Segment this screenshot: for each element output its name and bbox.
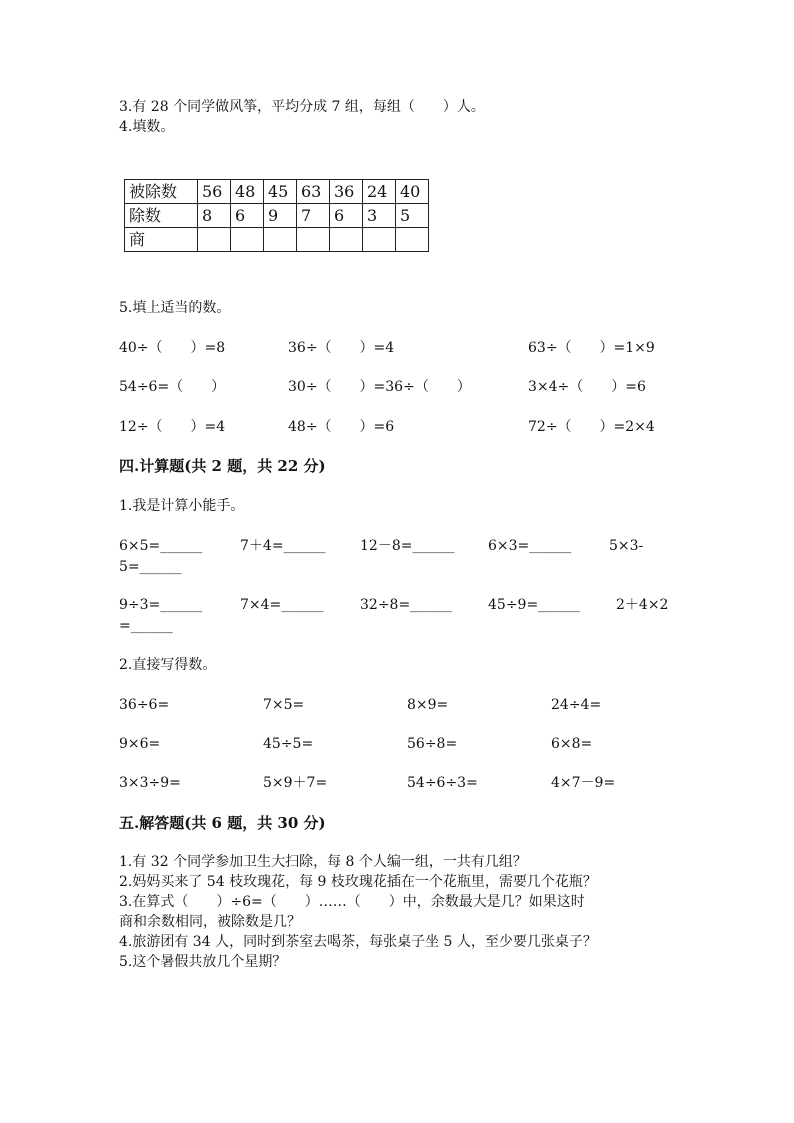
fill-item: 30÷（ ）=36÷（ ）: [288, 379, 471, 395]
question-3: 3.有 28 个同学做风筝，平均分成 7 组，每组（ ）人。: [119, 99, 485, 115]
table-cell: 6: [330, 204, 363, 228]
calc-item: 32÷8=______: [360, 597, 453, 613]
calc-item: 5×3-: [609, 538, 644, 554]
table-cell: 45: [264, 180, 297, 204]
division-table: [124, 179, 429, 252]
calc-item-wrap: =______: [119, 618, 173, 634]
calc-item: 12－8=______: [360, 538, 455, 554]
calc-item: 6×8=: [551, 736, 593, 752]
calc-item: 45÷9=______: [488, 597, 581, 613]
calc-item: 7×5=: [263, 697, 305, 713]
calc-item: 4×7－9=: [551, 775, 616, 791]
section-4-question-1: 1.我是计算小能手。: [119, 498, 245, 514]
calc-item: 9×6=: [119, 736, 161, 752]
table-cell: 36: [330, 180, 363, 204]
calc-item: 5×9＋7=: [263, 775, 328, 791]
answer-cell[interactable]: [198, 228, 231, 252]
table-row-divisor: [125, 204, 429, 228]
calc-item: 7×4=______: [240, 597, 324, 613]
table-cell: 40: [396, 180, 429, 204]
fill-item: 63÷（ ）=1×9: [528, 340, 655, 356]
answer-cell[interactable]: [363, 228, 396, 252]
calc-item: 24÷4=: [551, 697, 602, 713]
calc-item: 54÷6÷3=: [407, 775, 478, 791]
row-label-dividend: 被除数: [125, 180, 198, 204]
word-problem-line: 3.在算式（ ）÷6=（ ）……（ ）中，余数最大是几？如果这时: [119, 894, 585, 910]
fill-item: 3×4÷（ ）=6: [528, 379, 646, 395]
table-cell: 24: [363, 180, 396, 204]
row-label-quotient: 商: [125, 228, 198, 252]
calc-item: 7＋4=______: [240, 538, 326, 554]
table-cell: 48: [231, 180, 264, 204]
fill-item: 48÷（ ）=6: [288, 419, 395, 435]
calc-item: 45÷5=: [263, 736, 314, 752]
fill-item: 12÷（ ）=4: [119, 419, 226, 435]
calc-item: 8×9=: [407, 697, 449, 713]
section-5-title: 五.解答题(共 6 题，共 30 分): [119, 814, 326, 832]
calc-item: 6×3=______: [488, 538, 572, 554]
answer-cell[interactable]: [297, 228, 330, 252]
word-problem-line: 商和余数相同，被除数是几？: [119, 914, 301, 930]
fill-item: 72÷（ ）=2×4: [528, 419, 655, 435]
table-row-quotient: [125, 228, 429, 252]
question-4: 4.填数。: [119, 119, 175, 135]
answer-cell[interactable]: [330, 228, 363, 252]
table-cell: 7: [297, 204, 330, 228]
calc-item: 56÷8=: [407, 736, 458, 752]
table-cell: 56: [198, 180, 231, 204]
calc-item: 3×3÷9=: [119, 775, 181, 791]
answer-cell[interactable]: [264, 228, 297, 252]
calc-item-wrap: 5=______: [119, 559, 182, 575]
calc-item: 36÷6=: [119, 697, 170, 713]
calc-item: 2＋4×2: [616, 597, 669, 613]
table-cell: 8: [198, 204, 231, 228]
calc-item: 9÷3=______: [119, 597, 203, 613]
table-cell: 3: [363, 204, 396, 228]
table-row-dividend: [125, 180, 429, 204]
table-cell: 63: [297, 180, 330, 204]
fill-item: 40÷（ ）=8: [119, 340, 226, 356]
answer-cell[interactable]: [231, 228, 264, 252]
question-5: 5.填上适当的数。: [119, 300, 231, 316]
table-cell: 6: [231, 204, 264, 228]
calc-item: 6×5=______: [119, 538, 203, 554]
word-problem-line: 5.这个暑假共放几个星期？: [119, 954, 287, 970]
table-cell: 5: [396, 204, 429, 228]
section-4-question-2: 2.直接写得数。: [119, 657, 217, 673]
section-4-title: 四.计算题(共 2 题，共 22 分): [119, 457, 326, 475]
fill-item: 36÷（ ）=4: [288, 340, 395, 356]
word-problem-line: 2.妈妈买来了 54 枝玫瑰花，每 9 枝玫瑰花插在一个花瓶里，需要几个花瓶？: [119, 874, 597, 890]
word-problem-line: 4.旅游团有 34 人，同时到茶室去喝茶，每张桌子坐 5 人，至少要几张桌子？: [119, 934, 597, 950]
table-cell: 9: [264, 204, 297, 228]
answer-cell[interactable]: [396, 228, 429, 252]
row-label-divisor: 除数: [125, 204, 198, 228]
word-problem-line: 1.有 32 个同学参加卫生大扫除，每 8 个人编一组，一共有几组？: [119, 854, 527, 870]
fill-item: 54÷6=（ ）: [119, 379, 226, 395]
